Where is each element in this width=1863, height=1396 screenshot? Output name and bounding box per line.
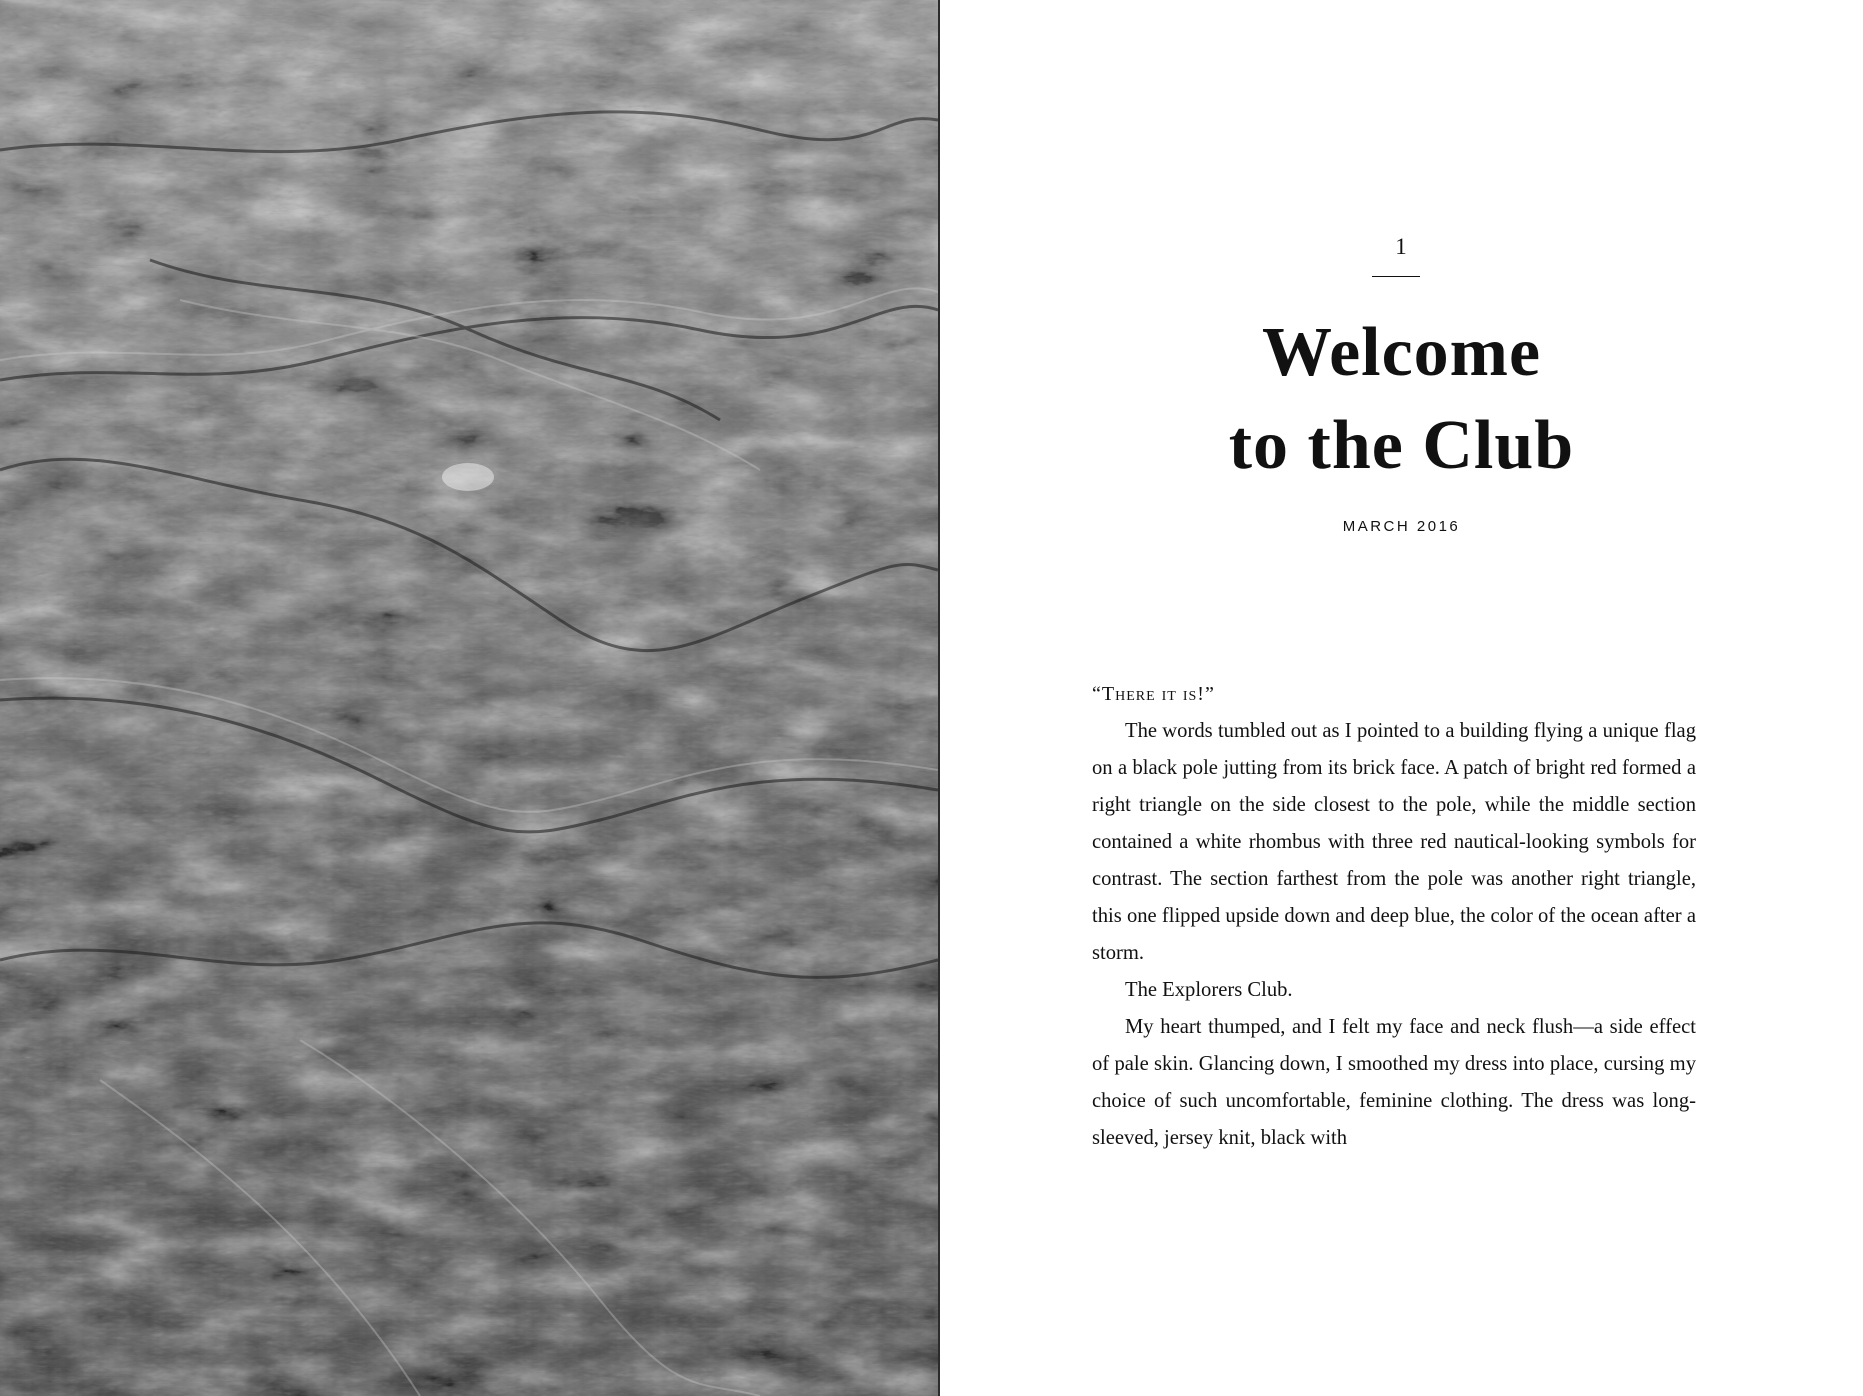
paragraph: The Explorers Club.	[1125, 979, 1293, 1001]
paragraph: The words tumbled out as I pointed to a building flying a unique flag on a black pole jutting from its brick face. A patch of bright red formed a right triangle on the side closest to the pole, while the middle section contained a white rhombus with three red nautical-looking symbols for contrast. The section farthest from the pole was another right triangle, this one flipped upside down and deep blue, the color of the ocean after a storm.	[1092, 720, 1696, 964]
chapter-title	[940, 306, 1863, 492]
chapter-title-line-2: to the Club	[1228, 407, 1575, 484]
chapter-date: MARCH 2016	[1342, 518, 1461, 535]
chapter-page	[940, 0, 1863, 1396]
chapter-number: 1	[1395, 234, 1408, 259]
paragraph: My heart thumped, and I felt my face and neck flush—a side effect of pale skin. Glancing down, I smoothed my dress into place, cursing my choice of such uncomfortable, feminine clothing. The dress was long-sleeved, jersey knit, black with	[1092, 1016, 1696, 1149]
chapter-title-line-1: Welcome	[1261, 314, 1542, 391]
chapter-body	[1092, 676, 1696, 1157]
chapter-number-rule	[1372, 276, 1420, 277]
opening-line: “There it is!”	[1092, 683, 1215, 705]
